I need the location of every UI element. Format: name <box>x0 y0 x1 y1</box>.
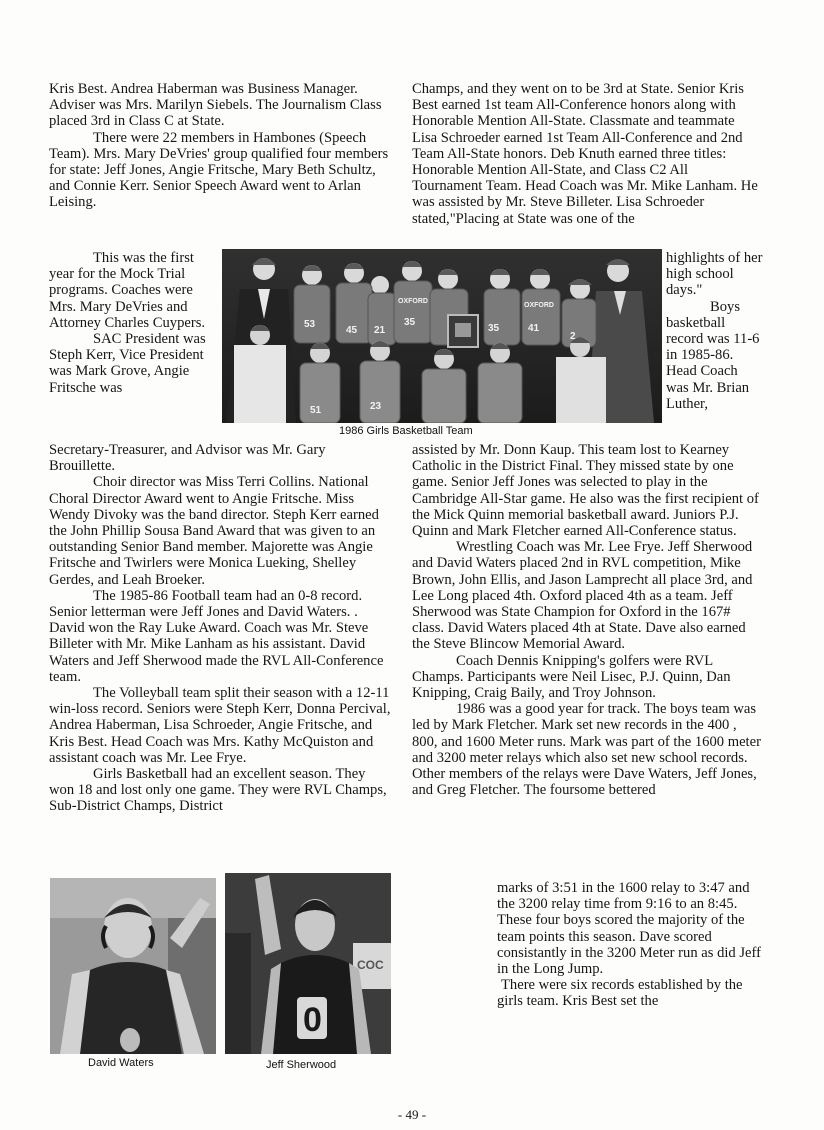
paragraph-track-cont: marks of 3:51 in the 1600 relay to 3:47 and the 3200 relay time from 9:16 to an 8:45. These four boys scored the majority of the team points this season. Dave scored consistantly in the 3200 Meter run as did Jeff in the Long Jump. <box>497 880 761 978</box>
singlet-number: 0 <box>303 1001 322 1039</box>
paragraph-journalism: Kris Best. Andrea Haberman was Business Manager. Adviser was Mrs. Marilyn Siebels. The Journalism Class placed 3rd in Class C at State. <box>49 81 382 130</box>
svg-text:COC: COC <box>357 958 384 972</box>
left-column-wrap <box>49 250 217 396</box>
right-column-wrap <box>666 250 764 412</box>
david-waters-photo <box>50 878 216 1054</box>
paragraph-volleyball: The Volleyball team split their season with a 12-11 win-loss record. Seniors were Steph Kerr, Donna Percival, Andrea Haberman, Lisa Schroeder, Angie Fritsche, and Kris Best. Head Coach was Mrs. Kathy McQuiston and assistant coach was Mr. Lee Frye. <box>49 685 391 766</box>
jersey-number: 35 <box>488 323 500 334</box>
jersey-number: 53 <box>304 319 316 330</box>
right-column-top <box>412 81 760 227</box>
paragraph-boys-basketball-start: Boys basketball record was 11-6 in 1985-86. Head Coach was Mr. Brian Luther, <box>666 298 760 412</box>
david-waters-image <box>50 878 216 1054</box>
paragraph-choir: Choir director was Miss Terri Collins. National Choral Director Award went to Angie Fritsche. Miss Wendy Divoky was the band director. Steph Kerr earned the John Phillip Sousa Band Award that was given to an outstanding Senior Band member. Majorette was Angie Fritsche and Twirlers were Monica Lueking, Shelley Gerdes, and Leah Broeker. <box>49 474 379 588</box>
jersey-number: 23 <box>370 401 382 412</box>
paragraph-girls-track: There were six records established by the girls team. Kris Best set the <box>497 977 743 1010</box>
paragraph-sac-rest: Secretary-Treasurer, and Advisor was Mr. Gary Brouillette. <box>49 442 326 475</box>
team-photo-image <box>222 249 662 423</box>
paragraph-track: 1986 was a good year for track. The boys team was led by Mark Fletcher. Mark set new records in the 400 , 800, and 1600 Meter runs. Mark was part of the 1600 meter and 3200 meter relays which also set new school records. Other members of the relays were Dave Waters, Jeff Jones, and Greg Fletcher. The foursome bettered <box>412 701 761 799</box>
jeff-sherwood-image <box>225 873 391 1054</box>
right-column-bottom <box>497 880 763 1010</box>
paragraph-girls-basketball: Girls Basketball had an excellent season. They won 18 and lost only one game. They were RVL Champs, Sub-District Champs, District <box>49 766 387 815</box>
jersey-lettering: OXFORD <box>524 302 554 309</box>
right-column-middle <box>412 442 762 798</box>
paragraph-girls-basketball-cont: Champs, and they went on to be 3rd at State. Senior Kris Best earned 1st team All-Conference honors along with Honorable Mention All-State. Classmate and teammate Lisa Schroeder earned 1st Team All-Conference and 2nd Team All-State honors. Deb Knuth earned three titles: Honorable Mention All-State, and Class C2 All Tournament Team. Head Coach was Mr. Mike Lanham. He was assisted by Mr. Steve Billeter. Lisa Schroeder stated,"Placing at State was one of the <box>412 81 758 227</box>
jeff-sherwood-photo <box>225 873 391 1054</box>
jersey-number: 41 <box>528 323 540 334</box>
jersey-lettering: OXFORD <box>398 298 428 305</box>
paragraph-football: The 1985-86 Football team had an 0-8 record. Senior letterman were Jeff Jones and David Waters. . David won the Ray Luke Award. Coach was Mr. Steve Billeter with Mr. Mike Lanham as his assistant. David Waters and Jeff Sherwood made the RVL All-Conference team. <box>49 587 384 685</box>
left-column-bottom <box>49 442 392 815</box>
paragraph-wrestling: Wrestling Coach was Mr. Lee Frye. Jeff Sherwood and David Waters placed 2nd in RVL competition, Mike Brown, John Ellis, and Jason Lamprecht all place 3rd, and Lee Long placed 4th. Oxford placed 4th as a team. Jeff Sherwood was State Champion for Oxford in the 167# class. David Waters placed 4th at State. Dave also earned the Steve Blincow Memorial Award. <box>412 539 753 653</box>
david-waters-caption: David Waters <box>88 1057 154 1069</box>
paragraph-quote-end: highlights of her high school days." <box>666 250 763 299</box>
team-photo-caption: 1986 Girls Basketball Team <box>339 425 473 437</box>
jersey-number: 2 <box>570 331 576 342</box>
jersey-number: 51 <box>310 405 322 416</box>
jersey-number: 45 <box>346 325 358 336</box>
left-column-top <box>49 81 392 211</box>
jeff-sherwood-caption: Jeff Sherwood <box>266 1059 337 1071</box>
paragraph-golf: Coach Dennis Knipping's golfers were RVL Champs. Participants were Neil Lisec, P.J. Quinn, Dan Knipping, Craig Baily, and Troy Johnson. <box>412 652 731 702</box>
page-number: - 49 - <box>397 1107 427 1122</box>
paragraph-sac-start: SAC President was Steph Kerr, Vice President was Mark Grove, Angie Fritsche was <box>49 331 206 396</box>
paragraph-boys-basketball-rest: assisted by Mr. Donn Kaup. This team lost to Kearney Catholic in the District Final. They missed state by one game. Senior Jeff Jones was selected to play in the Cambridge All-Star game. He also was the first recipient of the Mick Quinn memorial basketball award. Juniors P.J. Quinn and Mark Fletcher earned All-Conference status. <box>412 442 759 540</box>
jersey-number: 21 <box>374 325 386 336</box>
paragraph-speech-team: There were 22 members in Hambones (Speech Team). Mrs. Mary DeVries' group qualified four members for state: Jeff Jones, Angie Fritsche, Mary Beth Schultz, and Connie Kerr. Senior Speech Award went to Arlan Leising. <box>49 129 389 211</box>
jersey-number: 35 <box>404 317 416 328</box>
paragraph-mock-trial: This was the first year for the Mock Trial programs. Coaches were Mrs. Mary DeVries and Attorney Charles Cuypers. <box>49 250 206 331</box>
team-photo <box>222 249 662 423</box>
